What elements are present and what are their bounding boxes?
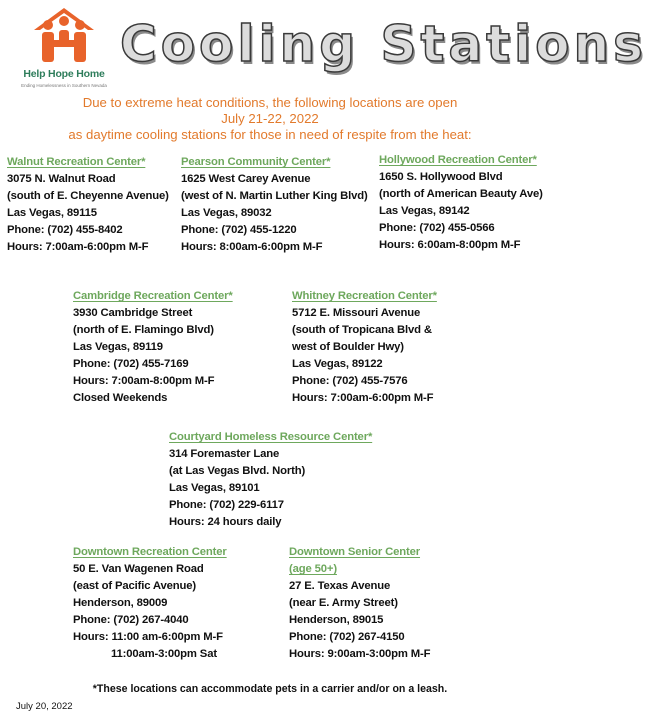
location-downtown-recreation bbox=[73, 544, 227, 663]
location-name: Hollywood Recreation Center* bbox=[379, 154, 537, 166]
location-age-requirement: (age 50+) bbox=[289, 563, 337, 575]
location-phone: Phone: (702) 455-7169 bbox=[73, 358, 189, 370]
help-hope-home-logo bbox=[12, 4, 116, 100]
location-address: 314 Foremaster Lane bbox=[169, 448, 280, 460]
house-family-icon bbox=[26, 4, 102, 66]
location-phone: Phone: (702) 455-0566 bbox=[379, 222, 495, 234]
location-courtyard bbox=[169, 429, 372, 531]
location-address: 3930 Cambridge Street bbox=[73, 307, 193, 319]
location-city: Las Vegas, 89115 bbox=[7, 207, 97, 219]
location-city: Henderson, 89009 bbox=[73, 597, 168, 609]
location-hours: Hours: 7:00am-8:00pm M-F bbox=[73, 375, 215, 387]
location-cross-street: (near E. Army Street) bbox=[289, 597, 398, 609]
location-name: Courtyard Homeless Resource Center* bbox=[169, 431, 373, 443]
intro-text bbox=[30, 95, 510, 143]
location-phone: Phone: (702) 229-6117 bbox=[169, 499, 284, 511]
location-pearson bbox=[181, 154, 368, 256]
location-hours: Hours: 9:00am-3:00pm M-F bbox=[289, 648, 431, 660]
location-phone: Phone: (702) 267-4040 bbox=[73, 614, 189, 626]
location-address: 3075 N. Walnut Road bbox=[7, 173, 116, 185]
location-city: Las Vegas, 89032 bbox=[181, 207, 272, 219]
location-cross-street: (north of American Beauty Ave) bbox=[379, 188, 543, 200]
location-downtown-senior bbox=[289, 544, 430, 663]
location-hours: Hours: 11:00 am-6:00pm M-F bbox=[73, 631, 223, 643]
location-address: 1625 West Carey Avenue bbox=[181, 173, 311, 185]
location-whitney bbox=[292, 288, 437, 407]
location-city: Las Vegas, 89119 bbox=[73, 341, 163, 353]
location-phone: Phone: (702) 267-4150 bbox=[289, 631, 405, 643]
location-hollywood bbox=[379, 152, 543, 254]
location-phone: Phone: (702) 455-8402 bbox=[7, 224, 123, 236]
location-cross-street: (east of Pacific Avenue) bbox=[73, 580, 197, 592]
location-name: Downtown Recreation Center bbox=[73, 546, 227, 558]
location-name: Downtown Senior Center bbox=[289, 546, 421, 558]
location-address: 5712 E. Missouri Avenue bbox=[292, 307, 421, 319]
intro-line-1: Due to extreme heat conditions, the following locations are open bbox=[82, 95, 458, 110]
logo-name: Help Hope Home bbox=[23, 68, 105, 80]
location-hours: Hours: 8:00am-6:00pm M-F bbox=[181, 241, 323, 253]
location-cross-street: (south of E. Cheyenne Avenue) bbox=[7, 190, 169, 202]
location-walnut bbox=[7, 154, 169, 256]
location-cross-street: (south of Tropicana Blvd & bbox=[292, 324, 432, 336]
location-address: 1650 S. Hollywood Blvd bbox=[379, 171, 503, 183]
location-cross-street-2: west of Boulder Hwy) bbox=[292, 341, 404, 353]
location-cross-street: (west of N. Martin Luther King Blvd) bbox=[181, 190, 368, 202]
location-name: Walnut Recreation Center* bbox=[7, 156, 146, 168]
location-name: Pearson Community Center* bbox=[181, 156, 331, 168]
location-hours: Hours: 7:00am-6:00pm M-F bbox=[292, 392, 434, 404]
location-note: Closed Weekends bbox=[73, 392, 168, 404]
location-name: Cambridge Recreation Center* bbox=[73, 290, 233, 302]
location-city: Las Vegas, 89101 bbox=[169, 482, 260, 494]
document-date: July 20, 2022 bbox=[16, 701, 73, 712]
location-hours: Hours: 6:00am-8:00pm M-F bbox=[379, 239, 521, 251]
location-cross-street: (north of E. Flamingo Blvd) bbox=[73, 324, 214, 336]
location-hours: Hours: 7:00am-6:00pm M-F bbox=[7, 241, 149, 253]
intro-line-2: July 21-22, 2022 bbox=[221, 111, 319, 126]
location-name: Whitney Recreation Center* bbox=[292, 290, 437, 302]
location-hours-saturday: 11:00am-3:00pm Sat bbox=[111, 648, 217, 660]
intro-line-3: as daytime cooling stations for those in need of respite from the heat: bbox=[68, 127, 472, 142]
pet-footnote: *These locations can accommodate pets in a carrier and/or on a leash. bbox=[92, 683, 448, 695]
location-cross-street: (at Las Vegas Blvd. North) bbox=[169, 465, 306, 477]
location-phone: Phone: (702) 455-7576 bbox=[292, 375, 408, 387]
location-address: 27 E. Texas Avenue bbox=[289, 580, 391, 592]
location-cambridge bbox=[73, 288, 233, 407]
logo-tagline: Ending Homelessness in Southern Nevada bbox=[21, 83, 107, 88]
location-city: Las Vegas, 89142 bbox=[379, 205, 470, 217]
location-phone: Phone: (702) 455-1220 bbox=[181, 224, 297, 236]
location-address: 50 E. Van Wagenen Road bbox=[73, 563, 204, 575]
page-title: Cooling Stations bbox=[120, 15, 647, 73]
location-hours: Hours: 24 hours daily bbox=[169, 516, 282, 528]
location-city: Las Vegas, 89122 bbox=[292, 358, 383, 370]
location-city: Henderson, 89015 bbox=[289, 614, 384, 626]
